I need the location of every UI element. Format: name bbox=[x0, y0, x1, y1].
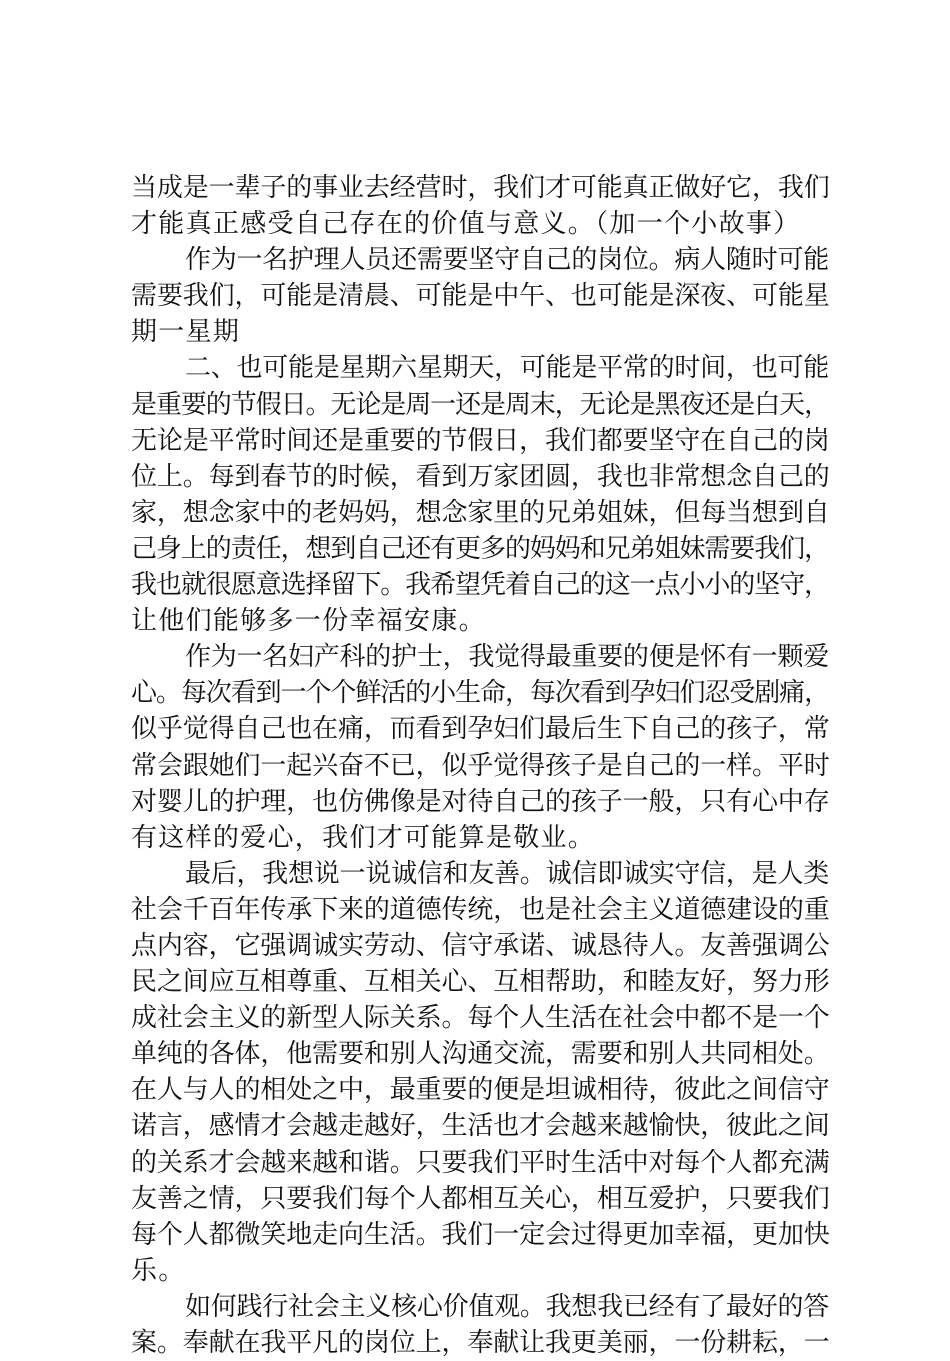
text-line: 民之间应互相尊重、互相关心、互相帮助，和睦友好，努力形 bbox=[131, 967, 830, 998]
paragraph-first-line: 最后，我想说一说诚信和友善。诚信即诚实守信，是人类 bbox=[185, 858, 829, 889]
text-line: 成社会主义的新型人际关系。每个人生活在社会中都不是一个 bbox=[131, 1003, 830, 1034]
text-line: 诺言，感情才会越走越好，生活也才会越来越愉快，彼此之间 bbox=[131, 1111, 830, 1142]
text-line: 己身上的责任，想到自己还有更多的妈妈和兄弟姐妹需要我们， bbox=[131, 533, 830, 564]
text-line: 社会千百年传承下来的道德传统，也是社会主义道德建设的重 bbox=[131, 894, 830, 925]
text-line: 无论是平常时间还是重要的节假日，我们都要坚守在自己的岗 bbox=[131, 425, 830, 456]
text-line: 需要我们，可能是清晨、可能是中午、也可能是深夜、可能星 bbox=[131, 281, 830, 312]
text-line: 有这样的爱心，我们才可能算是敬业。 bbox=[131, 822, 596, 853]
text-line: 我也就很愿意选择留下。我希望凭着自己的这一点小小的坚守， bbox=[131, 570, 830, 601]
text-line: 点内容，它强调诚实劳动、信守承诺、诚恳待人。友善强调公 bbox=[131, 930, 830, 961]
text-line: 对婴儿的护理，也仿佛像是对待自己的孩子一般，只有心中存 bbox=[131, 786, 830, 817]
text-line: 单纯的各体，他需要和别人沟通交流，需要和别人共同相处。 bbox=[131, 1039, 830, 1070]
text-line: 期一星期 bbox=[131, 317, 241, 348]
text-line: 心。每次看到一个个鲜活的小生命，每次看到孕妇们忍受剧痛， bbox=[131, 678, 830, 709]
paragraph-first-line: 作为一名护理人员还需要坚守自己的岗位。病人随时可能 bbox=[185, 245, 829, 276]
text-line: 在人与人的相处之中，最重要的便是坦诚相待，彼此之间信守 bbox=[131, 1075, 830, 1106]
text-line: 案。奉献在我平凡的岗位上，奉献让我更美丽，一份耕耘，一 bbox=[131, 1328, 830, 1358]
text-line: 的关系才会越来越和谐。只要我们平时生活中对每个人都充满 bbox=[131, 1147, 830, 1178]
text-line: 常会跟她们一起兴奋不已，似乎觉得孩子是自己的一样。平时 bbox=[131, 750, 830, 781]
text-line: 友善之情，只要我们每个人都相互关心，相互爱护，只要我们 bbox=[131, 1183, 830, 1214]
text-line: 才能真正感受自己存在的价值与意义。（加一个小故事） bbox=[131, 209, 801, 240]
text-line: 位上。每到春节的时候，看到万家团圆，我也非常想念自己的 bbox=[131, 461, 830, 492]
text-line: 乐。 bbox=[131, 1255, 186, 1286]
text-line: 让他们能够多一份幸福安康。 bbox=[131, 606, 486, 637]
paragraph-first-line: 如何践行社会主义核心价值观。我想我已经有了最好的答 bbox=[185, 1291, 829, 1322]
paragraph-first-line: 作为一名妇产科的护士，我觉得最重要的便是怀有一颗爱 bbox=[185, 642, 829, 673]
paragraph-first-line: 二、也可能是星期六星期天，可能是平常的时间，也可能 bbox=[185, 353, 829, 384]
text-line: 家，想念家中的老妈妈，想念家里的兄弟姐妹，但每当想到自 bbox=[131, 497, 830, 528]
text-line: 似乎觉得自己也在痛，而看到孕妇们最后生下自己的孩子，常 bbox=[131, 714, 830, 745]
document-body bbox=[131, 170, 831, 1361]
text-line: 当成是一辈子的事业去经营时，我们才可能真正做好它，我们 bbox=[131, 173, 830, 203]
text-line: 是重要的节假日。无论是周一还是周末，无论是黑夜还是白天， bbox=[131, 389, 830, 420]
text-line: 每个人都微笑地走向生活。我们一定会过得更加幸福，更加快 bbox=[131, 1219, 830, 1250]
